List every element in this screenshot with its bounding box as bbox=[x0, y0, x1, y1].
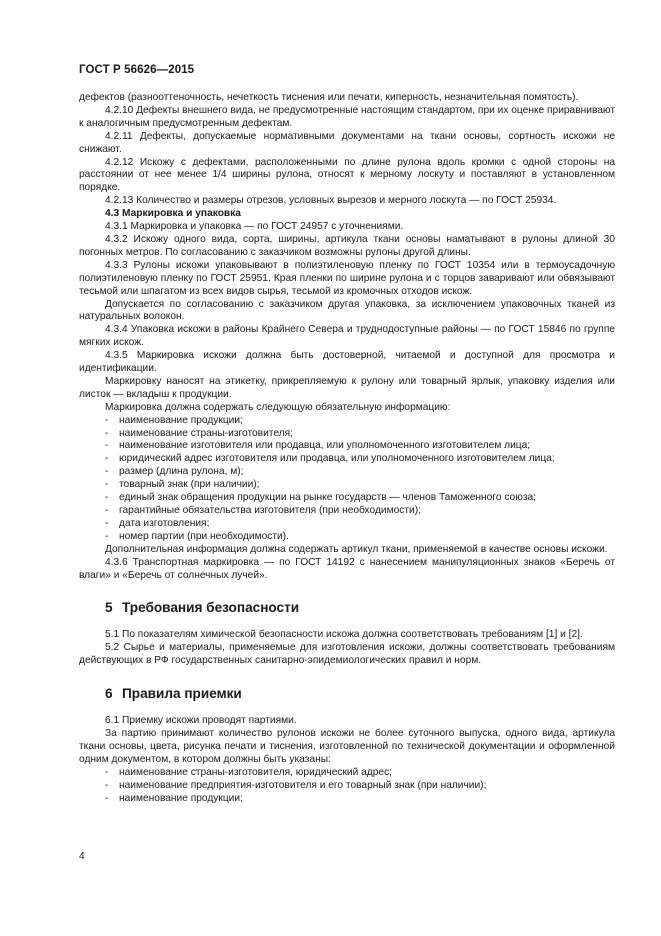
list-item bbox=[79, 440, 615, 453]
list-item bbox=[79, 531, 615, 544]
paragraph: Маркировка должна содержать следующую обязательную информацию: bbox=[105, 401, 451, 413]
section-number: 6 bbox=[105, 686, 113, 702]
list-dash: - bbox=[105, 517, 109, 529]
paragraph: 4.3.5 Маркировка искожи должна быть достоверной, читаемой и доступной для просмотра и идентификации. bbox=[79, 350, 615, 375]
paragraph: 4.3.4 Упаковка искожи в районы Крайнего Севера и труднодоступные районы — по ГОСТ 15846 по группе мягких искож. bbox=[79, 324, 615, 349]
list-item-text: наименование продукции; bbox=[119, 792, 243, 804]
paragraph: За партию принимают количество рулонов искожи не более суточного выпуска, одного вида, артикула ткани основы, цвета, рисунка печати и тиснения, изготовленной по технической документации и оформленной одним документом, в котором должны быть указаны: bbox=[79, 728, 615, 765]
list-item-text: дата изготовления; bbox=[119, 517, 210, 529]
list-item-text: наименование изготовителя или продавца, или уполномоченного изготовителем лица; bbox=[119, 440, 531, 452]
list-item-text: единый знак обращения продукции на рынке государств — членов Таможенного союза; bbox=[119, 492, 537, 504]
list-item-text: товарный знак (при наличии); bbox=[119, 479, 260, 491]
paragraph: 5.1 По показателям химической безопасности искожа должна соответствовать требованиям [1] и [2]. bbox=[105, 629, 583, 641]
list-dash: - bbox=[105, 414, 109, 426]
list-item bbox=[79, 518, 615, 531]
list-dash: - bbox=[105, 453, 109, 465]
list-item-text: наименование продукции; bbox=[119, 414, 243, 426]
section-number: 5 bbox=[105, 600, 113, 616]
paragraph: Допускается по согласованию с заказчиком другая упаковка, за исключением упаковочных тканей из натуральных волокон. bbox=[79, 298, 615, 323]
list-item bbox=[79, 466, 615, 479]
list-dash: - bbox=[105, 766, 109, 778]
section-heading bbox=[79, 686, 615, 702]
paragraph: Маркировку наносят на этикетку, прикрепляемую к рулону или товарный ярлык, упаковку изделия или листок — вкладыш к продукции. bbox=[79, 375, 615, 400]
list-dash: - bbox=[105, 792, 109, 804]
list-item bbox=[79, 453, 615, 466]
paragraph: 4.2.13 Количество и размеры отрезов, условных вырезов и мерного лоскута — по ГОСТ 25934. bbox=[105, 195, 557, 207]
paragraph: 5.2 Сырье и материалы, применяемые для изготовления искожи, должны соответствовать требованиям действующих в РФ государственных санитарно-эпидемиологических правил и норм. bbox=[79, 642, 615, 667]
list-dash: - bbox=[105, 505, 109, 516]
list-dash: - bbox=[105, 492, 109, 504]
paragraph: 4.2.12 Искожу с дефектами, расположенными по длине рулона вдоль кромки с одной стороны на расстоянии от нее менее 1/4 ширины рулона, относят к мерному лоскуту и поставляют в установленном порядке. bbox=[79, 156, 615, 194]
list-dash: - bbox=[105, 466, 109, 478]
list-item-text: наименование предприятия-изготовителя и его товарный знак (при наличии); bbox=[119, 779, 487, 791]
section-title: Правила приемки bbox=[122, 686, 242, 702]
list-item bbox=[79, 767, 615, 780]
list-item-text: наименование страны-изготовителя, юридический адрес; bbox=[119, 766, 393, 778]
subsection-heading: 4.3 Маркировка и упаковка bbox=[105, 208, 241, 220]
list-item-text: юридический адрес изготовителя или продавца, или уполномоченного изготовителем лица; bbox=[119, 453, 555, 465]
list-item bbox=[79, 793, 615, 806]
list-dash: - bbox=[105, 427, 109, 439]
list-item-text: гарантийные обязательства изготовителя (при необходимости); bbox=[119, 505, 421, 516]
paragraph: Дополнительная информация должна содержать артикул ткани, применяемой в качестве основы искожи. bbox=[105, 543, 608, 555]
list-item bbox=[79, 415, 615, 428]
page-number: 4 bbox=[79, 851, 85, 862]
list-item-text: номер партии (при необходимости). bbox=[119, 530, 289, 542]
list-item bbox=[79, 780, 615, 793]
list-item-text: размер (длина рулона, м); bbox=[119, 466, 244, 478]
paragraph: дефектов (разнооттеночность, нечеткость тиснения или печати, киперность, незначительная помятость). bbox=[79, 92, 579, 103]
paragraph: 4.2.11 Дефекты, допускаемые нормативными документами на ткани основы, сортность искожи не снижают. bbox=[79, 130, 615, 155]
paragraph: 4.3.1 Маркировка и упаковка — по ГОСТ 24957 с уточнениями. bbox=[105, 221, 404, 233]
list-item-text: наименование страны-изготовителя; bbox=[119, 427, 293, 439]
list-item bbox=[79, 428, 615, 441]
list-item bbox=[79, 479, 615, 492]
document-body bbox=[79, 92, 615, 806]
list-dash: - bbox=[105, 479, 109, 491]
list-dash: - bbox=[105, 530, 109, 542]
paragraph: 6.1 Приемку искожи проводят партиями. bbox=[105, 715, 297, 727]
list-dash: - bbox=[105, 779, 109, 791]
list-dash: - bbox=[105, 440, 109, 452]
page-header: ГОСТ Р 56626—2015 bbox=[79, 64, 195, 76]
paragraph: 4.3.6 Транспортная маркировка — по ГОСТ 14192 с нанесением манипуляционных знаков «Беречь от влаги» и «Беречь от солнечных лучей». bbox=[79, 556, 615, 581]
section-heading bbox=[79, 600, 615, 616]
paragraph: 4.2.10 Дефекты внешнего вида, не предусмотренные настоящим стандартом, при их оценке приравнивают к аналогичным предусмотренным дефектам. bbox=[79, 104, 615, 129]
paragraph: 4.3.3 Рулоны искожи упаковывают в полиэтиленовую пленку по ГОСТ 10354 или в термоусадочную полиэтиленовую пленку по ГОСТ 25951. Края пленки по ширине рулона и с торцов заваривают или обвязывают тесьмой или шпагатом из всех видов сырья, тесьмой из кромочных отходов искож. bbox=[79, 259, 615, 297]
list-item bbox=[79, 492, 615, 505]
section-title: Требования безопасности bbox=[122, 600, 300, 616]
paragraph: 4.3.2 Искожу одного вида, сорта, ширины, артикула ткани основы наматывают в рулоны длиной 30 погонных метров. По согласованию с заказчиком возможны рулоны другой длины. bbox=[79, 233, 615, 258]
list-item bbox=[79, 505, 615, 518]
